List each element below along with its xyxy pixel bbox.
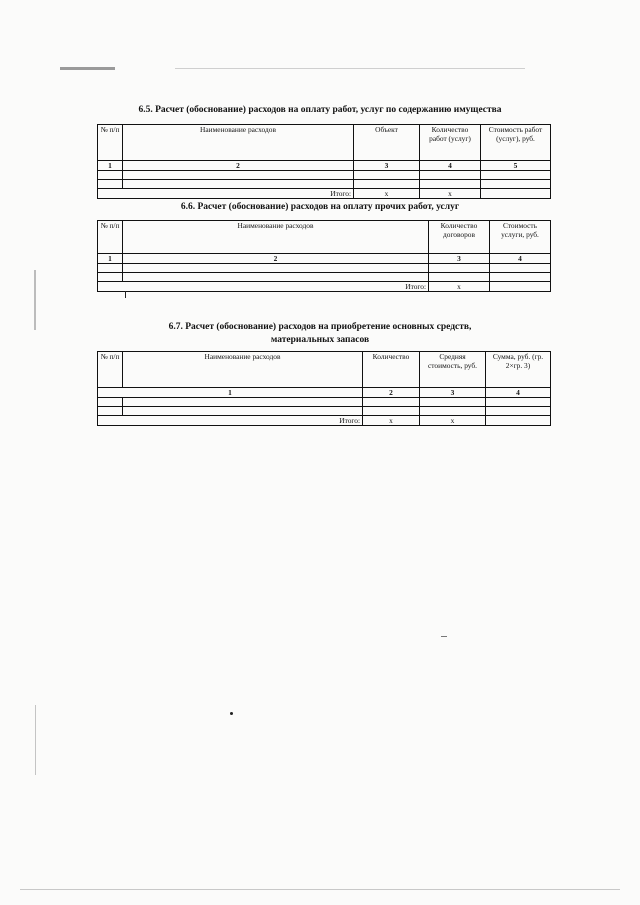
col-number: 2 bbox=[123, 254, 429, 264]
header-quantity: Количество работ (услуг) bbox=[420, 125, 481, 161]
header-avg-cost: Средняя стоимость, руб. bbox=[420, 352, 486, 388]
col-number: 1 bbox=[98, 254, 123, 264]
scan-noise-top-faint bbox=[175, 68, 525, 69]
total-mark: х bbox=[429, 282, 490, 292]
total-row bbox=[98, 282, 551, 292]
col-number: 4 bbox=[486, 388, 551, 398]
total-label: Итого: bbox=[98, 282, 429, 292]
total-mark: х bbox=[354, 189, 420, 199]
header-object: Объект bbox=[354, 125, 420, 161]
col-number: 2 bbox=[123, 161, 354, 171]
header-sum: Сумма, руб. (гр. 2×гр. 3) bbox=[486, 352, 551, 388]
header-num: № п/п bbox=[98, 221, 123, 254]
col-number: 4 bbox=[490, 254, 551, 264]
section-6-6-title: 6.6. Расчет (обоснование) расходов на оплату прочих работ, услуг bbox=[180, 202, 460, 212]
header-num: № п/п bbox=[98, 125, 123, 161]
table-row bbox=[98, 171, 551, 180]
header-name: Наименование расходов bbox=[123, 352, 363, 388]
header-cost: Стоимость работ (услуг), руб. bbox=[481, 125, 551, 161]
total-mark: х bbox=[420, 189, 481, 199]
column-number-row bbox=[98, 161, 551, 171]
total-row bbox=[98, 189, 551, 199]
scan-noise-top bbox=[60, 67, 115, 70]
section-6-5-title: 6.5. Расчет (обоснование) расходов на оплату работ, услуг по содержанию имущества bbox=[138, 105, 502, 115]
total-mark: х bbox=[420, 416, 486, 426]
table-header-row bbox=[98, 125, 551, 161]
section-6-7-title-line1: 6.7. Расчет (обоснование) расходов на приобретение основных средств, bbox=[168, 322, 472, 332]
table-header-row bbox=[98, 221, 551, 254]
table-row bbox=[98, 273, 551, 282]
col-number: 1 bbox=[98, 388, 363, 398]
column-number-row bbox=[98, 254, 551, 264]
header-contracts: Количество договоров bbox=[429, 221, 490, 254]
col-number: 3 bbox=[420, 388, 486, 398]
col-number: 2 bbox=[363, 388, 420, 398]
ink-smudge bbox=[441, 636, 447, 637]
total-row bbox=[98, 416, 551, 426]
table-6-7 bbox=[97, 351, 551, 426]
col-number: 3 bbox=[354, 161, 420, 171]
table-row bbox=[98, 264, 551, 273]
scan-noise-left-edge-lower bbox=[35, 705, 36, 775]
col-number: 4 bbox=[420, 161, 481, 171]
header-name: Наименование расходов bbox=[123, 221, 429, 254]
total-label: Итого: bbox=[98, 416, 363, 426]
scan-noise-bottom bbox=[20, 889, 620, 890]
header-num: № п/п bbox=[98, 352, 123, 388]
total-label: Итого: bbox=[98, 189, 354, 199]
column-number-row bbox=[98, 388, 551, 398]
header-quantity: Количество bbox=[363, 352, 420, 388]
col-number: 5 bbox=[481, 161, 551, 171]
section-6-7-title-line2: материальных запасов bbox=[270, 335, 370, 345]
table-row bbox=[98, 407, 551, 416]
header-name: Наименование расходов bbox=[123, 125, 354, 161]
table-6-6 bbox=[97, 220, 551, 292]
table-6-5 bbox=[97, 124, 551, 199]
total-mark: х bbox=[363, 416, 420, 426]
table-header-row bbox=[98, 352, 551, 388]
col-number: 3 bbox=[429, 254, 490, 264]
ink-dot bbox=[230, 712, 233, 715]
pen-mark bbox=[125, 291, 126, 298]
col-number: 1 bbox=[98, 161, 123, 171]
table-row bbox=[98, 180, 551, 189]
table-row bbox=[98, 398, 551, 407]
header-cost: Стоимость услуги, руб. bbox=[490, 221, 551, 254]
